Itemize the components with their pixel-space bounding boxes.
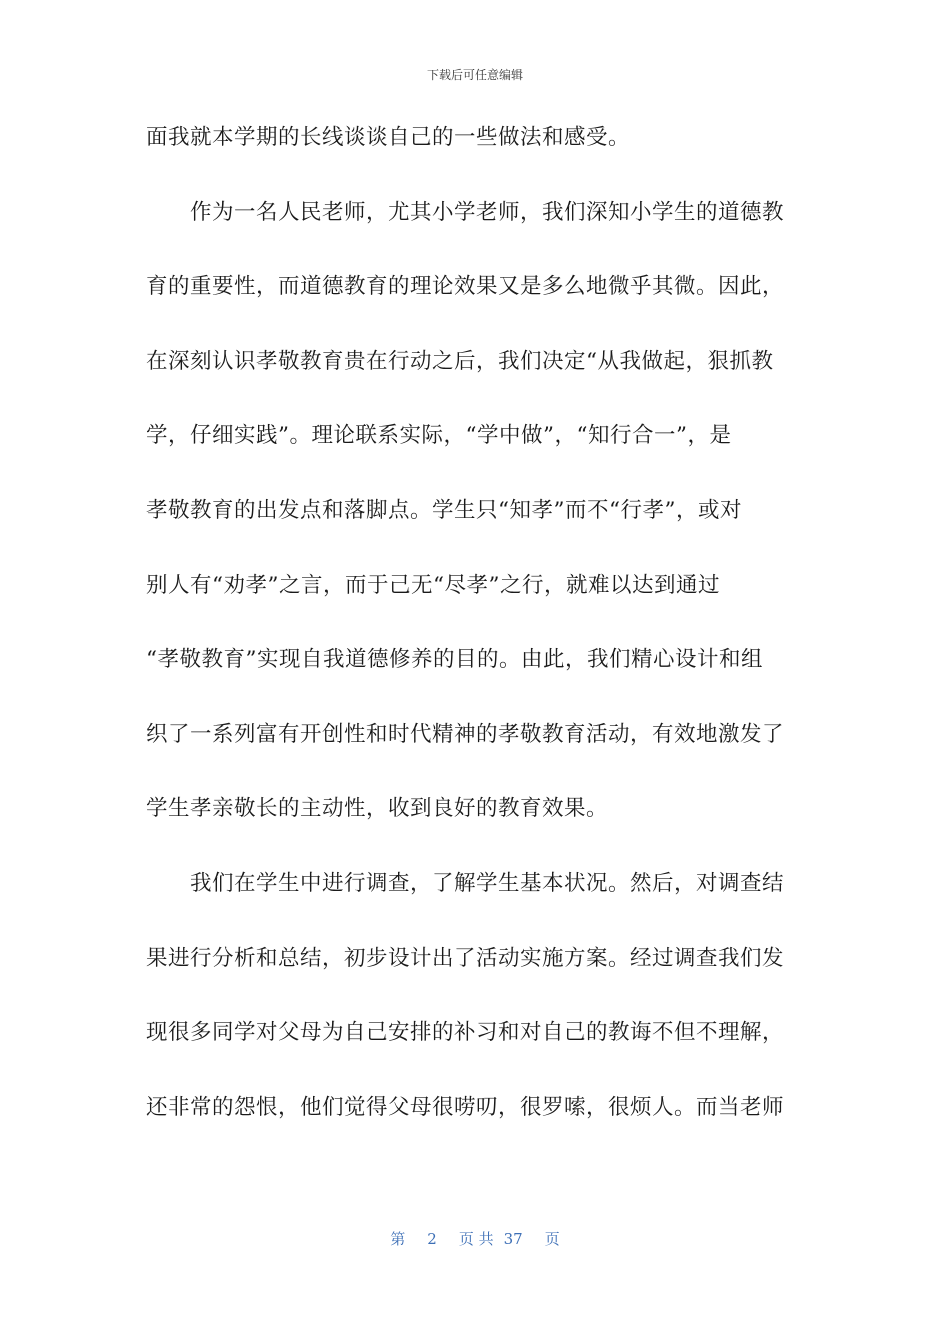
total-pages-number: 37	[503, 1230, 523, 1248]
text-line: 面我就本学期的长线谈谈自己的一些做法和感受。	[146, 125, 631, 150]
text-line: 作为一名人民老师，尤其小学老师，我们深知小学生的道德教	[146, 199, 785, 225]
current-page-number: 2	[427, 1230, 437, 1248]
text-line: 现很多同学对父母为自己安排的补习和对自己的教诲不但不理解，	[146, 1020, 785, 1046]
page-header: 下载后可任意编辑	[426, 68, 523, 82]
footer-middle: 页 共	[458, 1230, 494, 1248]
text-line: 在深刻认识孝敬教育贵在行动之后，我们决定“从我做起，狠抓教	[146, 348, 774, 374]
text-line: “孝敬教育”实现自我道德修养的目的。由此，我们精心设计和组	[146, 647, 763, 673]
text-line: 别人有“劝孝”之言，而于己无“尽孝”之行，就难以达到通过	[146, 572, 720, 598]
text-line: 果进行分析和总结，初步设计出了活动实施方案。经过调查我们发	[146, 945, 785, 971]
footer-prefix: 第	[390, 1230, 406, 1248]
text-line: 育的重要性，而道德教育的理论效果又是多么地微乎其微。因此，	[146, 274, 785, 300]
text-line: 学生孝亲敬长的主动性，收到良好的教育效果。	[146, 796, 609, 822]
page-footer	[0, 1228, 950, 1249]
text-line: 织了一系列富有开创性和时代精神的孝敬教育活动，有效地激发了	[146, 721, 785, 747]
text-line: 学，仔细实践”。理论联系实际，“学中做”，“知行合一”，是	[146, 423, 732, 449]
text-line: 我们在学生中进行调查，了解学生基本状况。然后，对调查结	[146, 870, 785, 896]
text-line: 还非常的怨恨，他们觉得父母很唠叨，很罗嗦，很烦人。而当老师	[146, 1094, 785, 1120]
document-body	[146, 118, 794, 1162]
text-line: 孝敬教育的出发点和落脚点。学生只“知孝”而不“行孝”，或对	[146, 497, 742, 523]
footer-suffix: 页	[544, 1230, 560, 1248]
